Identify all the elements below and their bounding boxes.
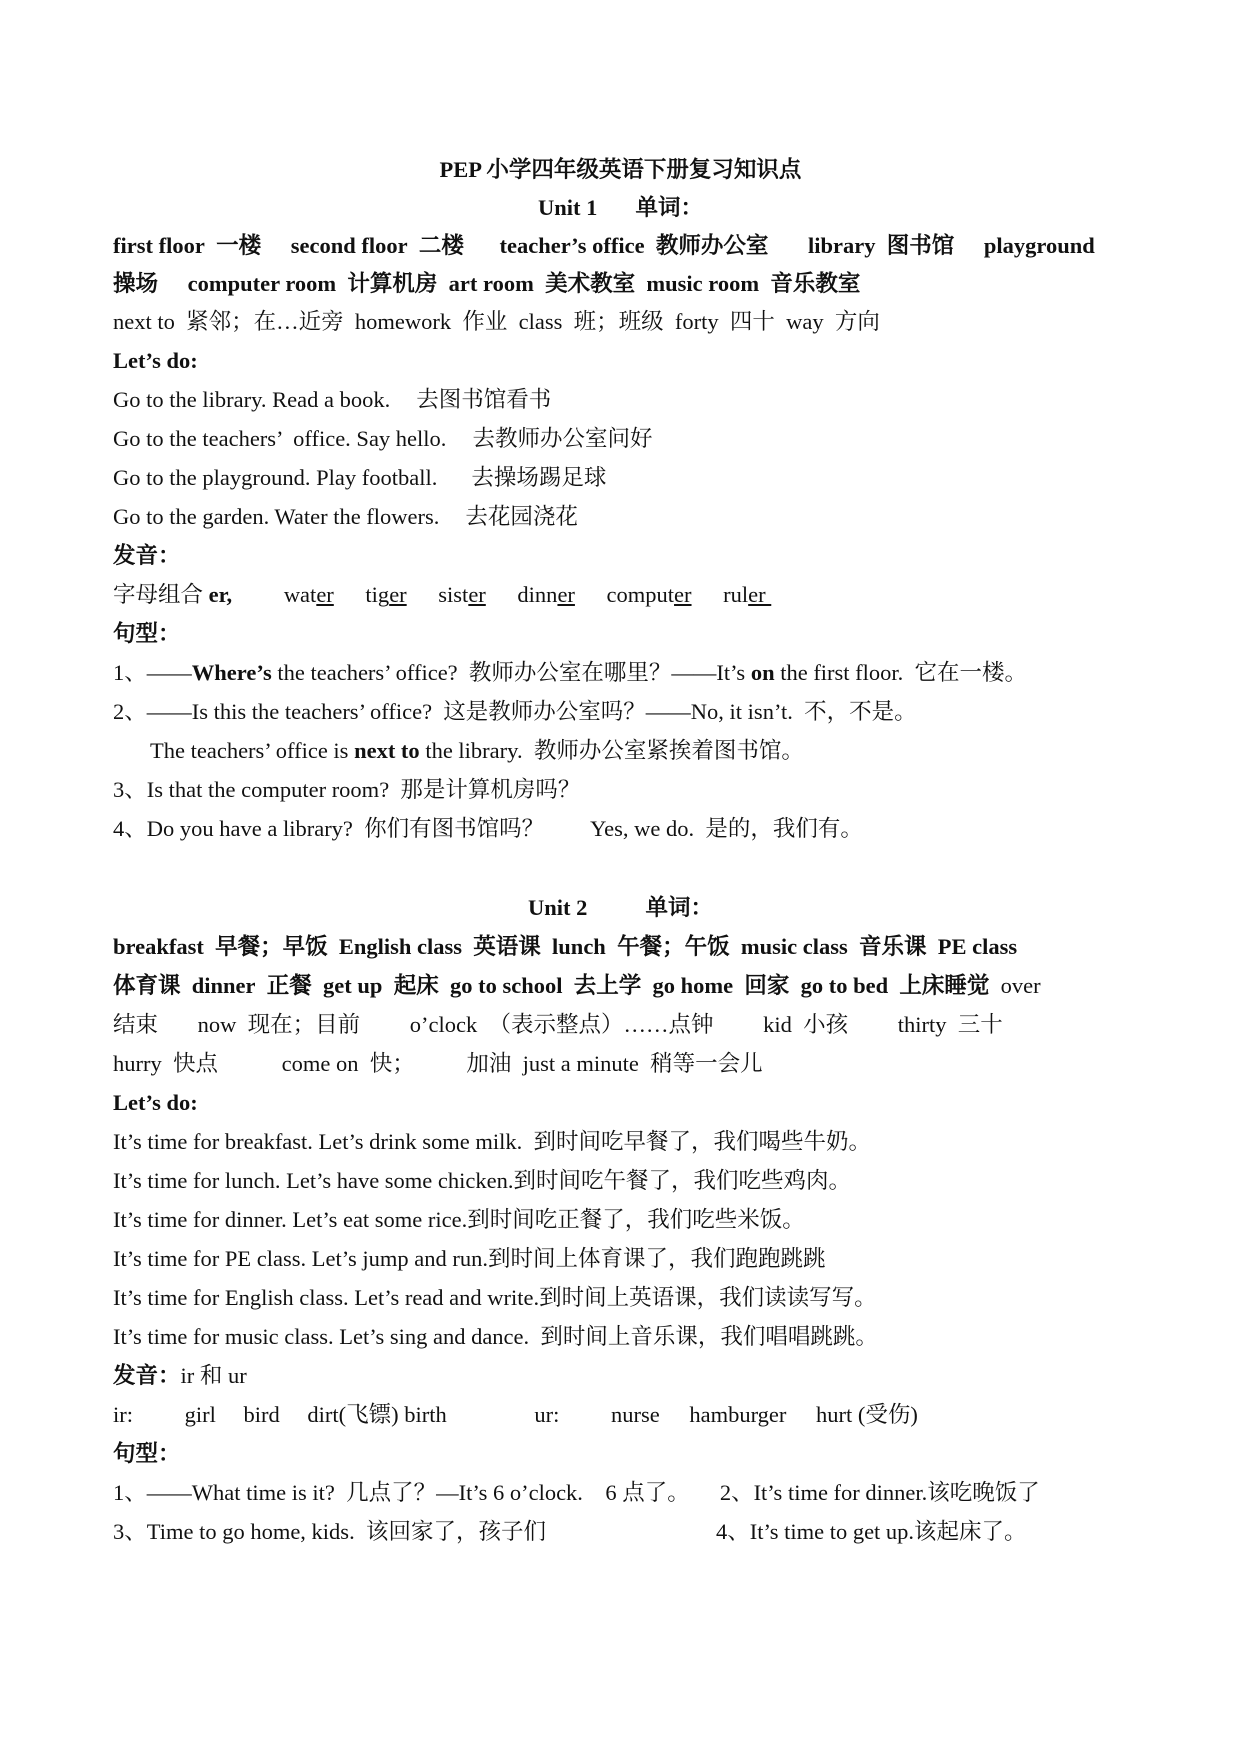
- unit2-letsdo-item: It’s time for lunch. Let’s have some chicken.到时间吃午餐了，我们吃些鸡肉。: [113, 1168, 852, 1193]
- vocab-meaning: 音乐教室: [770, 271, 861, 296]
- vocab-meaning: 二楼: [418, 233, 464, 258]
- vocab-term: dinner: [191, 973, 256, 998]
- unit2-vocab-line-2: [113, 966, 1181, 1005]
- vocab-meaning: 体育课: [113, 973, 181, 998]
- unit2-vocab-line-3: [113, 1005, 1181, 1044]
- unit2-letsdo-item: It’s time for music class. Let’s sing and dance. 到时间上音乐课，我们唱唱跳跳。: [113, 1324, 878, 1349]
- unit1-phonics-line: [113, 575, 1181, 614]
- vocab-term: way: [786, 309, 824, 334]
- phonics-word: nurse: [610, 1402, 660, 1427]
- vocab-term: go to school: [449, 973, 563, 998]
- unit2-sentence-3: 3、Time to go home, kids. 该回家了，孩子们: [113, 1519, 546, 1544]
- phonics-word: sister: [438, 582, 486, 607]
- unit2-sentence-1: 1、——What time is it? 几点了？—It’s 6 o’clock. 6 点了。: [113, 1480, 690, 1505]
- unit2-phonics-line: [113, 1395, 1181, 1434]
- vocab-meaning: 教师办公室: [655, 233, 769, 258]
- unit1-letsdo-item: [113, 380, 1181, 419]
- vocab-meaning: 早餐；早饭: [215, 934, 328, 959]
- unit2-vocab-line-1: [113, 927, 1181, 966]
- vocab-term: next to: [113, 309, 175, 334]
- unit2-sentences-row-1: [113, 1473, 1181, 1512]
- unit2-letsdo-item: It’s time for dinner. Let’s eat some rice.到时间吃正餐了，我们吃些米饭。: [113, 1207, 805, 1232]
- vocab-entry: kid 小孩: [763, 1012, 849, 1037]
- vocab-meaning: 操场: [113, 271, 159, 296]
- unit1-sentence-2b: The teachers’ office is next to the library. 教师办公室紧挨着图书馆。: [150, 738, 804, 763]
- unit2-letsdo-item: It’s time for breakfast. Let’s drink some milk. 到时间吃早餐了，我们喝些牛奶。: [113, 1129, 872, 1154]
- vocab-meaning: 英语课: [473, 934, 541, 959]
- vocab-term: second floor: [290, 233, 408, 258]
- phonics-combo: er,: [208, 582, 233, 607]
- phonics-word: girl: [184, 1402, 216, 1427]
- vocab-meaning: 图书馆: [886, 233, 955, 258]
- unit1-letsdo-item: [113, 419, 1181, 458]
- vocab-entry: now 现在；目前: [197, 1012, 361, 1037]
- vocab-entry: come on 快；: [281, 1051, 415, 1076]
- vocab-meaning: 作业: [462, 309, 508, 334]
- unit1-letsdo-item: [113, 497, 1181, 536]
- unit1-vocab-line-1: [113, 226, 1181, 265]
- letsdo-english: Go to the playground. Play football.: [113, 465, 438, 490]
- vocab-term: English class: [338, 934, 463, 959]
- unit1-vocab-line-3: [113, 302, 1181, 341]
- phonics-word: dirt(飞镖) birth: [307, 1402, 447, 1427]
- unit1-heading-line: [0, 188, 1241, 227]
- letsdo-chinese: 去图书馆看书: [416, 387, 552, 412]
- unit1-phonics-label: 发音：: [113, 543, 181, 568]
- vocab-entry: o’clock （表示整点）……点钟: [409, 1012, 714, 1037]
- vocab-meaning: 音乐课: [858, 934, 927, 959]
- letsdo-chinese: 去操场踢足球: [471, 465, 607, 490]
- vocab-meaning: 结束: [113, 1012, 159, 1037]
- unit2-heading-line: [0, 888, 1241, 927]
- unit1-sentence-1: 1、——Where’s the teachers’ office? 教师办公室在哪里？——It’s on the first floor. 它在一楼。: [113, 660, 1028, 685]
- vocab-meaning: 去上学: [573, 973, 642, 998]
- unit2-phonics-title: ir 和 ur: [180, 1363, 247, 1388]
- vocab-entry: thirty 三十: [897, 1012, 1003, 1037]
- phonics-word: computer: [606, 582, 692, 607]
- phonics-word: hurt (受伤): [816, 1402, 918, 1427]
- unit1-pattern-label: 句型：: [113, 621, 181, 646]
- vocab-meaning: 紧邻；在…近旁: [186, 309, 344, 334]
- vocab-term: forty: [674, 309, 719, 334]
- phonics-word: bird: [243, 1402, 280, 1427]
- vocab-term: library: [808, 233, 876, 258]
- vocab-entry: hurry 快点: [113, 1051, 218, 1076]
- vocab-meaning: 回家: [744, 973, 790, 998]
- vocab-meaning: 上床睡觉: [899, 973, 990, 998]
- vocab-term: lunch: [552, 934, 606, 959]
- document-title: PEP 小学四年级英语下册复习知识点: [439, 157, 802, 182]
- vocab-term: over: [1000, 973, 1041, 998]
- unit2-sentence-4: 4、It’s time to get up.该起床了。: [715, 1519, 1027, 1544]
- unit2-pattern-label: 句型：: [113, 1441, 181, 1466]
- phonics-ur-label: ur:: [534, 1402, 560, 1427]
- vocab-term: go to bed: [800, 973, 889, 998]
- vocab-meaning: 一楼: [216, 233, 262, 258]
- vocab-term: homework: [354, 309, 452, 334]
- vocab-term: breakfast: [113, 934, 204, 959]
- vocab-term: art room: [448, 271, 534, 296]
- unit2-sentence-2: 2、It’s time for dinner.该吃晚饭了: [719, 1480, 1040, 1505]
- vocab-meaning: 正餐: [266, 973, 312, 998]
- vocab-meaning: 计算机房: [347, 271, 438, 296]
- letsdo-english: Go to the library. Read a book.: [113, 387, 391, 412]
- vocab-term: first floor: [113, 233, 205, 258]
- unit1-sentence-4: 4、Do you have a library? 你们有图书馆吗？ Yes, we do. 是的，我们有。: [113, 816, 863, 841]
- vocab-meaning: 四十: [729, 309, 775, 334]
- vocab-meaning: 起床: [393, 973, 439, 998]
- unit2-letsdo-item: It’s time for PE class. Let’s jump and run.到时间上体育课了，我们跑跑跳跳: [113, 1246, 826, 1271]
- vocab-term: go home: [652, 973, 734, 998]
- vocab-entry: 加油 just a minute 稍等一会儿: [466, 1051, 763, 1076]
- vocab-meaning: 班；班级: [573, 309, 664, 334]
- vocab-term: music room: [646, 271, 760, 296]
- phonics-ir-label: ir:: [113, 1402, 133, 1427]
- letsdo-chinese: 去教师办公室问好: [472, 426, 653, 451]
- unit2-letsdo-item: It’s time for English class. Let’s read and write.到时间上英语课，我们读读写写。: [113, 1285, 877, 1310]
- unit2-phonics-label: 发音：: [113, 1363, 181, 1388]
- unit1-letsdo-label: Let’s do:: [113, 348, 198, 373]
- vocab-term: PE class: [937, 934, 1018, 959]
- phonics-word: water: [283, 582, 334, 607]
- unit1-vocab-line-2: [113, 264, 1181, 303]
- phonics-word: ruler: [723, 582, 772, 607]
- vocab-term: computer room: [187, 271, 337, 296]
- vocab-meaning: 午餐；午饭: [617, 934, 730, 959]
- vocab-term: get up: [323, 973, 383, 998]
- vocab-meaning: 方向: [834, 309, 880, 334]
- letsdo-english: Go to the teachers’ office. Say hello.: [113, 426, 447, 451]
- unit2-heading: Unit 2: [528, 895, 588, 920]
- unit1-sentence-2: 2、——Is this the teachers’ office? 这是教师办公室吗？——No, it isn’t. 不，不是。: [113, 699, 917, 724]
- letsdo-chinese: 去花园浇花: [465, 504, 578, 529]
- vocab-term: playground: [983, 233, 1095, 258]
- unit1-vocab-label: 单词：: [635, 195, 703, 220]
- phonics-prefix: 字母组合: [113, 582, 204, 607]
- vocab-term: teacher’s office: [499, 233, 645, 258]
- unit2-vocab-line-4: [113, 1044, 1181, 1083]
- vocab-term: music class: [740, 934, 848, 959]
- phonics-word: hamburger: [689, 1402, 787, 1427]
- unit2-letsdo-label: Let’s do:: [113, 1090, 198, 1115]
- unit1-sentence-3: 3、Is that the computer room? 那是计算机房吗？: [113, 777, 581, 802]
- vocab-meaning: 美术教室: [545, 271, 636, 296]
- unit2-sentences-row-2: [113, 1512, 1181, 1551]
- unit1-letsdo-item: [113, 458, 1181, 497]
- letsdo-english: Go to the garden. Water the flowers.: [113, 504, 440, 529]
- vocab-term: class: [518, 309, 563, 334]
- phonics-word: tiger: [365, 582, 407, 607]
- unit1-heading: Unit 1: [538, 195, 598, 220]
- unit2-phonics-heading: [113, 1356, 1181, 1395]
- phonics-word: dinner: [517, 582, 575, 607]
- unit2-vocab-label: 单词：: [645, 895, 713, 920]
